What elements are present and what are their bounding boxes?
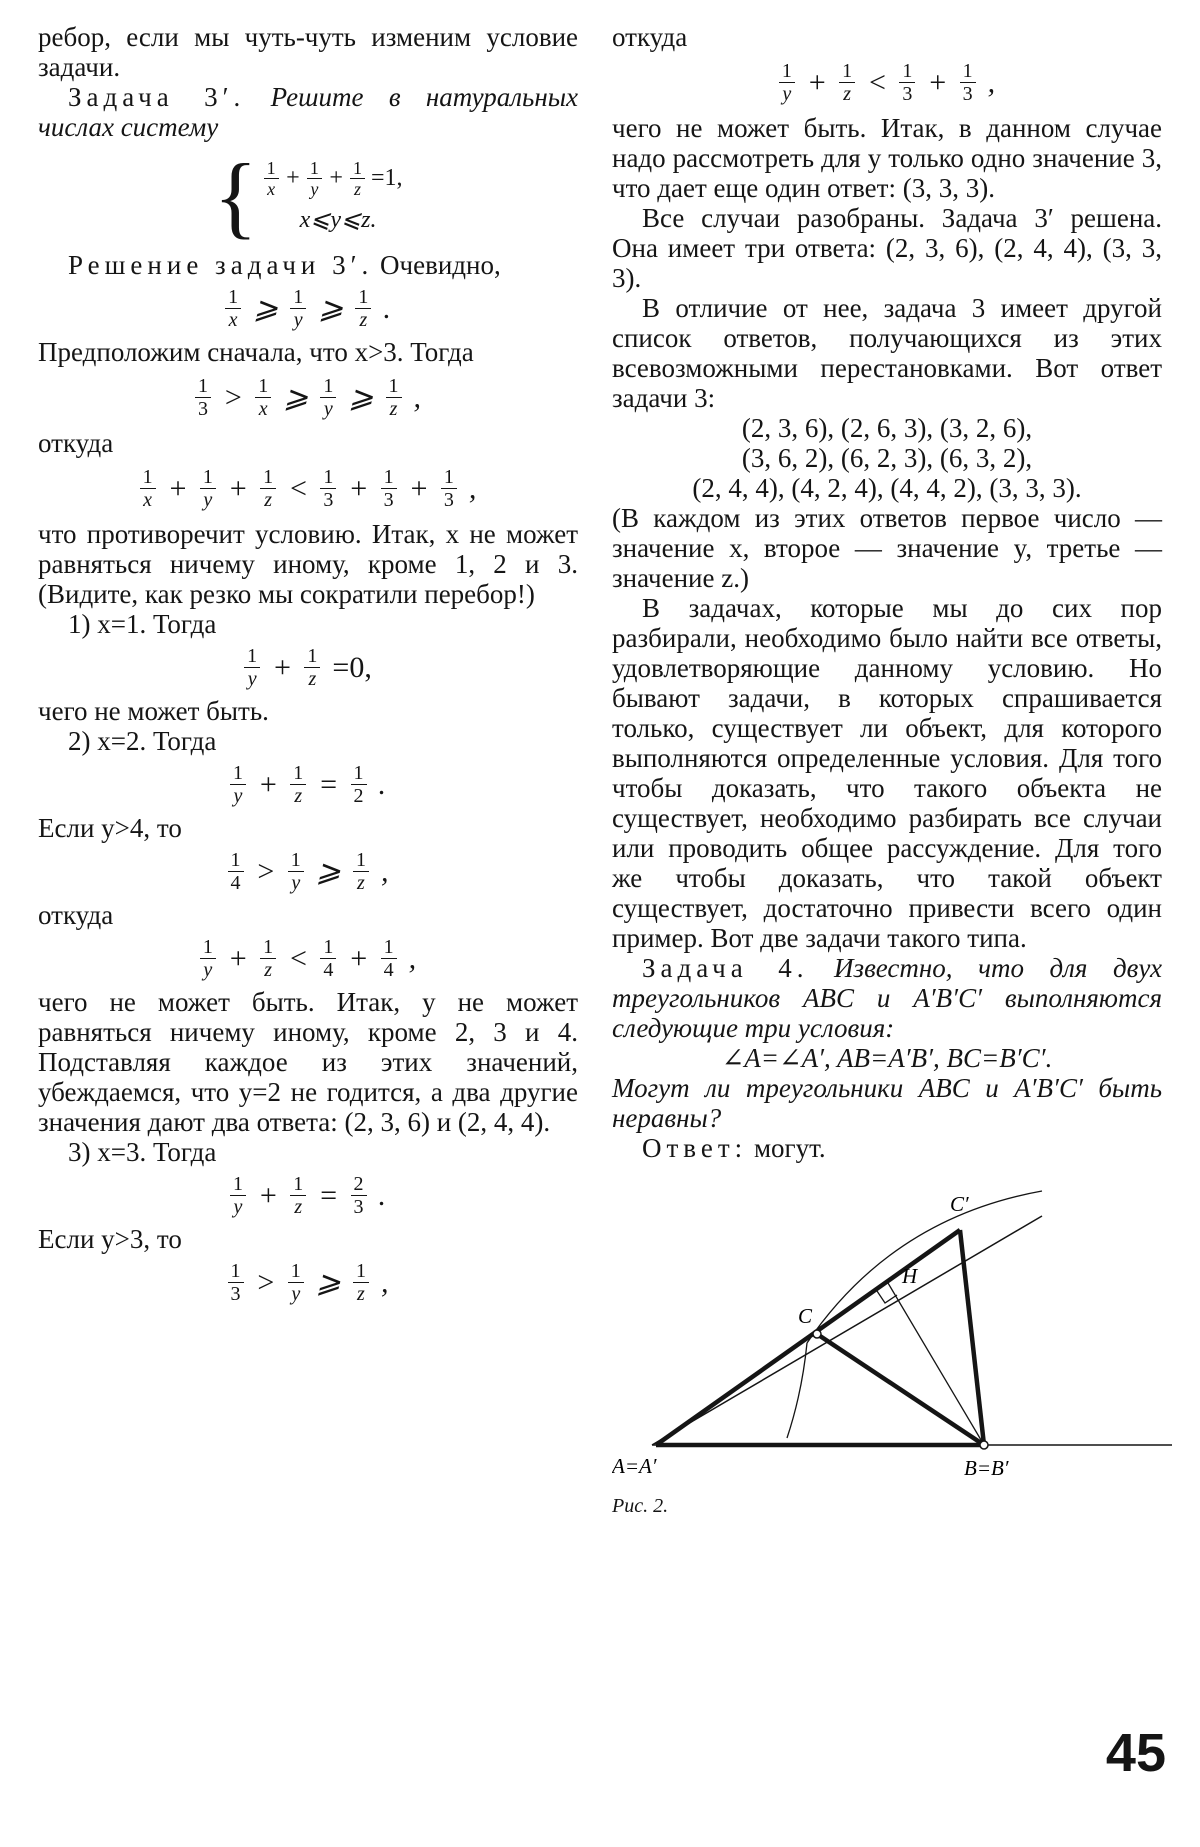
fraction: $\frac{1}{3}$ [195, 375, 211, 420]
fraction: $\frac{1}{z}$ [290, 762, 306, 807]
fraction: $\frac{1}{y}$ [200, 936, 216, 981]
fraction: $\frac{1}{y}$ [230, 1173, 246, 1218]
text-paragraph: Если y>4, то [38, 813, 182, 843]
triangle-figure [612, 1183, 1172, 1563]
solution-intro: Решение задачи 3′. Очевидно, [68, 250, 501, 280]
answer-list-line: (3, 6, 2), (6, 2, 3), (6, 3, 2), [741, 443, 1033, 473]
label-c-prime: C′ [950, 1192, 969, 1216]
formula: $\frac{1}{4}$ > $\frac{1}{y}$ ⩾ $\frac{1}{z}$ , [38, 849, 578, 894]
fraction: $\frac{1}{4}$ [320, 936, 336, 981]
answer-list-line: (2, 3, 6), (2, 6, 3), (3, 2, 6), [741, 413, 1033, 443]
label-b: B=B′ [964, 1456, 1009, 1480]
fraction: $\frac{1}{y}$ [307, 158, 322, 199]
fraction: $\frac{1}{x}$ [264, 158, 279, 199]
side-ac-prime [656, 1230, 960, 1445]
fraction: $\frac{1}{z}$ [386, 375, 402, 420]
text-paragraph: Если y>3, то [38, 1224, 182, 1254]
fraction: $\frac{1}{z}$ [350, 158, 365, 199]
fraction: $\frac{1}{z}$ [353, 849, 369, 894]
answer-list-line: (2, 4, 4), (4, 2, 4), (4, 4, 2), (3, 3, 3). [692, 473, 1082, 503]
fraction: $\frac{1}{y}$ [230, 762, 246, 807]
fraction: $\frac{1}{z}$ [260, 936, 276, 981]
answer-label: Ответ: [642, 1133, 748, 1163]
task-question: Могут ли треугольники ABC и A′B′C′ быть неравны? [612, 1073, 1162, 1133]
fraction: $\frac{1}{z}$ [260, 466, 276, 511]
fraction: $\frac{1}{z}$ [304, 645, 320, 690]
fraction: $\frac{1}{x}$ [225, 286, 241, 331]
task-label: Задача 3′. [68, 82, 246, 112]
fraction: $\frac{1}{y}$ [779, 60, 795, 105]
label-h: H [902, 1264, 918, 1288]
formula: $\frac{1}{3}$ > $\frac{1}{x}$ ⩾ $\frac{1}{y}$ ⩾ $\frac{1}{z}$ , [38, 375, 578, 420]
fraction: $\frac{1}{2}$ [351, 762, 367, 807]
case-heading: 3) x=3. Тогда [68, 1137, 217, 1167]
text-paragraph: (В каждом из этих ответов первое число — значение x, второе — значение y, третье — значение z.) [612, 503, 1162, 593]
formula: $\frac{1}{x}$ ⩾ $\frac{1}{y}$ ⩾ $\frac{1}{z}$ . [38, 286, 578, 331]
task-statement [612, 953, 1162, 1043]
text-paragraph: ребор, если мы чуть-чуть изменим условие задачи. [38, 22, 578, 82]
fraction: $\frac{1}{z}$ [290, 1173, 306, 1218]
fraction: $\frac{1}{y}$ [320, 375, 336, 420]
arc-lower [787, 1343, 807, 1438]
formula: $\frac{1}{x}$ + $\frac{1}{y}$ + $\frac{1}{z}$ < $\frac{1}{3}$ + $\frac{1}{3}$ + $\frac{1}{3}$ , [38, 466, 578, 511]
fraction: $\frac{1}{z}$ [353, 1260, 369, 1305]
task-conditions: ∠A=∠A′, AB=A′B′, BC=B′C′. [721, 1043, 1053, 1073]
formula: $\frac{1}{y}$ + $\frac{1}{z}$ = $\frac{2}{3}$ . [38, 1173, 578, 1218]
left-column [38, 22, 578, 1311]
figure-caption: Рис. 2. [612, 1495, 669, 1517]
arc [807, 1191, 1042, 1343]
text-paragraph: В отличие от нее, задача 3 имеет другой список ответов, получающихся из этих всевозможными перестановками. Вот ответ задачи 3: [612, 293, 1162, 413]
formula: $\frac{1}{3}$ > $\frac{1}{y}$ ⩾ $\frac{1}{z}$ , [38, 1260, 578, 1305]
right-column [612, 22, 1162, 1563]
task-statement [38, 82, 578, 142]
case-heading: 1) x=1. Тогда [68, 609, 217, 639]
fraction: $\frac{1}{x}$ [255, 375, 271, 420]
fraction: $\frac{1}{3}$ [381, 466, 397, 511]
task-text: Решите в натуральных числах систему [38, 82, 578, 142]
fraction: $\frac{1}{y}$ [288, 1260, 304, 1305]
ray-a [652, 1216, 1042, 1445]
solution-label: Решение задачи 3′. [68, 250, 374, 280]
fraction: $\frac{1}{z}$ [355, 286, 371, 331]
text-paragraph: чего не может быть. Итак, y не может равняться ничему иному, кроме 2, 3 и 4. Подставляя каждое из этих значений, убеждаемся, что y=2 не годится, а два другие значения дают два ответа: (2, 3, 6) и (2, 4, 4). [38, 987, 578, 1137]
formula: $\frac{1}{y}$ + $\frac{1}{z}$ = $\frac{1}{2}$ . [38, 762, 578, 807]
text-paragraph: чего не может быть. [38, 696, 269, 726]
fraction: $\frac{1}{3}$ [960, 60, 976, 105]
fraction: $\frac{1}{3}$ [320, 466, 336, 511]
fraction: $\frac{1}{x}$ [140, 466, 156, 511]
formula: $\frac{1}{y}$ + $\frac{1}{z}$ < $\frac{1}{4}$ + $\frac{1}{4}$ , [38, 936, 578, 981]
triangle-diagram [612, 1183, 1172, 1563]
text-paragraph: Предположим сначала, что x>3. Тогда [38, 337, 474, 367]
text-paragraph: что противоречит условию. Итак, x не может равняться ничему иному, кроме 1, 2 и 3. (Видите, как резко мы сократили перебор!) [38, 519, 578, 609]
text-paragraph: В задачах, которые мы до сих пор разбирали, необходимо было найти все ответы, удовлетворяющие данному условию. Но бывают задачи, в которых спрашивается только, существует ли объект, для которого выполняются определенные условия. Для того чтобы доказать, что такого объекта не существует, необходимо разбирать все случаи или проводить общее рассуждение. Для того же чтобы доказать, что такой объект существует, достаточно привести всего один пример. Вот две задачи такого типа. [612, 593, 1162, 953]
case-heading: 2) x=2. Тогда [68, 726, 217, 756]
formula: $\frac{1}{y}$ + $\frac{1}{z}$ =0, [38, 645, 578, 690]
system-equation: $\frac{1}{x}$ + $\frac{1}{y}$ + $\frac{1}{z}$ =1, [264, 158, 403, 199]
text-paragraph: Все случаи разобраны. Задача 3′ решена. Она имеет три ответа: (2, 3, 6), (2, 4, 4), (3, 3, 3). [612, 203, 1162, 293]
fraction: $\frac{1}{4}$ [381, 936, 397, 981]
fraction: $\frac{1}{y}$ [244, 645, 260, 690]
point-b [980, 1441, 988, 1449]
fraction: $\frac{1}{z}$ [839, 60, 855, 105]
fraction: $\frac{2}{3}$ [351, 1173, 367, 1218]
fraction: $\frac{1}{3}$ [441, 466, 457, 511]
task-label: Задача 4. [642, 953, 809, 983]
label-a: A=A′ [612, 1454, 657, 1478]
fraction: $\frac{1}{3}$ [899, 60, 915, 105]
fraction: $\frac{1}{4}$ [228, 849, 244, 894]
formula: $\frac{1}{y}$ + $\frac{1}{z}$ < $\frac{1}{3}$ + $\frac{1}{3}$ , [612, 60, 1162, 105]
page-number: 45 [1105, 1723, 1166, 1783]
answer-line: Ответ: могут. [642, 1133, 826, 1163]
system-brace: { [213, 145, 258, 247]
side-bc-prime [960, 1230, 984, 1445]
side-bc [817, 1334, 984, 1445]
text-paragraph: откуда [38, 428, 114, 458]
point-c [813, 1330, 821, 1338]
fraction: $\frac{1}{y}$ [200, 466, 216, 511]
text-paragraph: откуда [38, 900, 114, 930]
text-paragraph: откуда [612, 22, 688, 52]
fraction: $\frac{1}{y}$ [288, 849, 304, 894]
label-c: C [798, 1304, 813, 1328]
equation-system [38, 145, 578, 247]
fraction: $\frac{1}{y}$ [290, 286, 306, 331]
fraction: $\frac{1}{3}$ [228, 1260, 244, 1305]
system-constraint: x⩽y⩽z. [299, 206, 377, 233]
text-paragraph: чего не может быть. Итак, в данном случае надо рассмотреть для y только одно значение 3, что дает еще один ответ: (3, 3, 3). [612, 113, 1162, 203]
task-text: Известно, что для двух треугольников ABC и A′B′C′ выполняются следующие три условия: [612, 953, 1162, 1043]
